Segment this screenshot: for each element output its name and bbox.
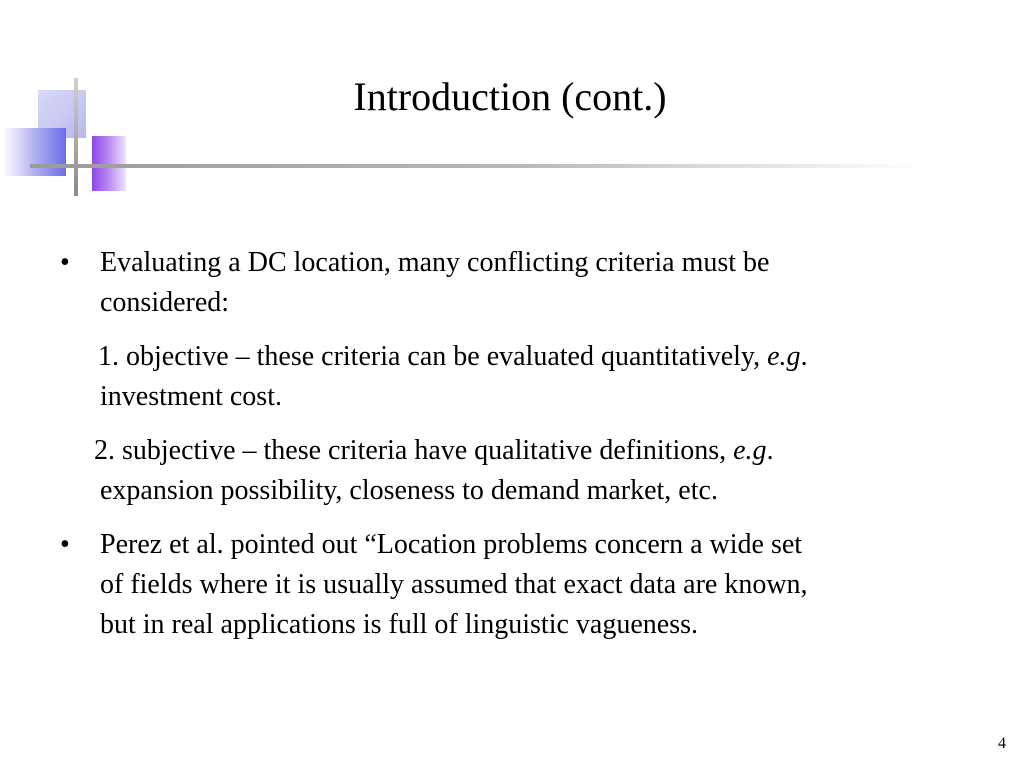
eg-abbreviation: e.g xyxy=(767,341,801,372)
bullet-item xyxy=(58,243,988,323)
page-number: 4 xyxy=(998,735,1006,752)
sub-item-line xyxy=(94,431,988,471)
slide-body xyxy=(58,243,988,659)
sub-item-text-line: investment cost. xyxy=(100,381,282,412)
sub-item-subjective xyxy=(58,431,988,511)
bullet-item xyxy=(58,525,988,645)
decorative-square-blue-gradient xyxy=(3,128,66,176)
decorative-vertical-line xyxy=(74,78,78,196)
eg-period: . xyxy=(800,341,808,372)
bullet-text-line: Evaluating a DC location, many conflicting criteria must be xyxy=(100,247,770,278)
eg-period: . xyxy=(766,435,774,466)
sub-item-objective xyxy=(58,337,988,417)
bullet-dot: • xyxy=(60,247,70,278)
sub-item-line xyxy=(100,337,988,377)
sub-item-text: 2. subjective – these criteria have qualitative definitions, xyxy=(94,435,734,466)
bullet-dot: • xyxy=(60,529,70,560)
slide-title: Introduction (cont.) xyxy=(353,74,667,119)
sub-item-text-line: expansion possibility, closeness to demand market, etc. xyxy=(100,475,718,506)
bullet-text-line: of fields where it is usually assumed that exact data are known, xyxy=(100,569,808,600)
bullet-text-line: considered: xyxy=(100,287,230,318)
bullet-text-line: but in real applications is full of linguistic vagueness. xyxy=(100,609,698,640)
sub-item-text: 1. objective – these criteria can be evaluated quantitatively, xyxy=(98,341,768,372)
eg-abbreviation: e.g xyxy=(733,435,767,466)
title-underline xyxy=(30,164,920,168)
bullet-text-line: Perez et al. pointed out “Location problems concern a wide set xyxy=(100,529,803,560)
